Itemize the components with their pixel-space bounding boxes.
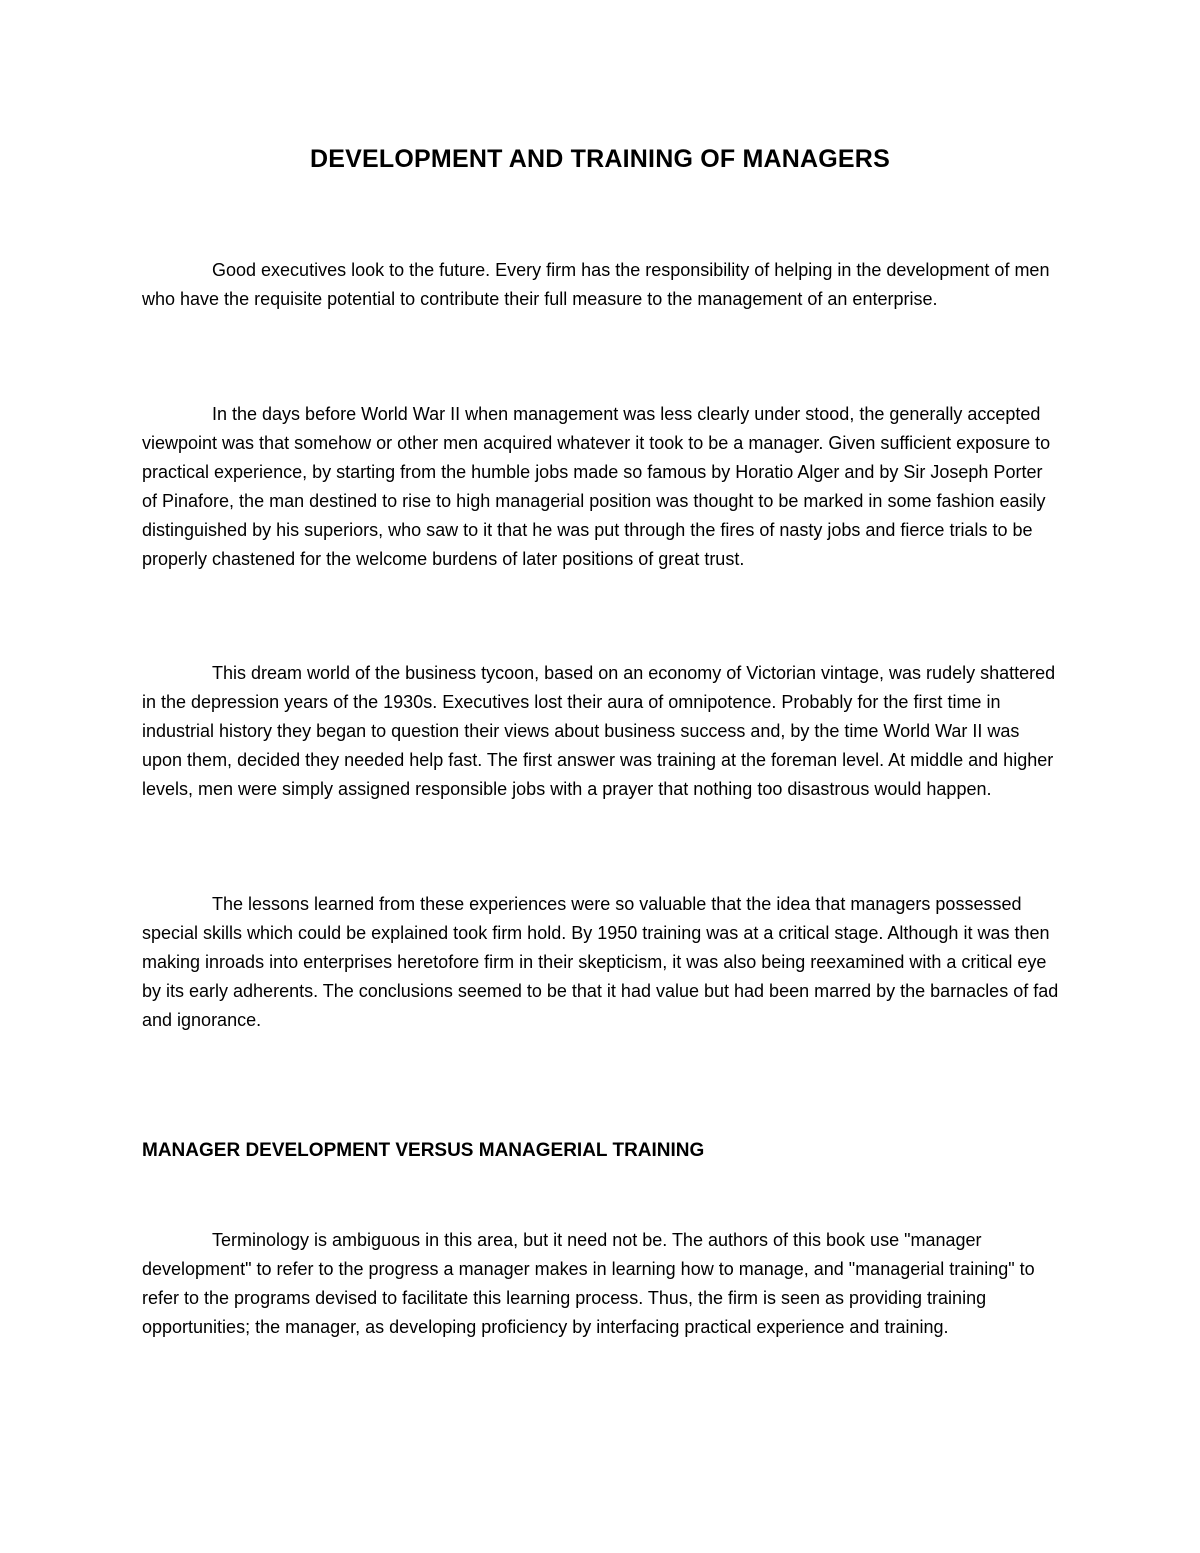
paragraph-before-world-war-ii: In the days before World War II when management was less clearly under stood, the generally accepted viewpoint was that somehow or other men acquired whatever it took to be a manager. Given sufficient exposure to practical experience, by starting from the humble jobs made so famous by Horatio Alger and by Sir Joseph Porter of Pinafore, the man destined to rise to high managerial position was thought to be marked in some fashion easily distinguished by his superiors, who saw to it that he was put through the fires of nasty jobs and fierce trials to be properly chastened for the welcome burdens of later positions of great trust. [142, 404, 1051, 569]
paragraph-future-executives: Good executives look to the future. Every firm has the responsibility of helping in the development of men who have the requisite potential to contribute their full measure to the management of an enterprise. [142, 260, 1050, 309]
document-title: DEVELOPMENT AND TRAINING OF MANAGERS [310, 145, 890, 173]
paragraph-business-tycoon: This dream world of the business tycoon, based on an economy of Victorian vintage, was rudely shattered in the depression years of the 1930s. Executives lost their aura of omnipotence. Probably for the first time in industrial history they began to question their views about business success and, by the time World War II was upon them, decided they needed help fast. The first answer was training at the foreman level. At middle and higher levels, men were simply assigned responsible jobs with a prayer that nothing too disastrous would happen. [142, 663, 1056, 799]
section-heading: MANAGER DEVELOPMENT VERSUS MANAGERIAL TRAINING [142, 1140, 705, 1161]
paragraph-lessons-learned: The lessons learned from these experiences were so valuable that the idea that managers possessed special skills which could be explained took firm hold. By 1950 training was at a critical stage. Although it was then making inroads into enterprises heretofore firm in their skepticism, it was also being reexamined with a critical eye by its early adherents. The conclusions seemed to be that it had value but had been marred by the barnacles of fad and ignorance. [142, 894, 1059, 1030]
paragraph-terminology: Terminology is ambiguous in this area, but it need not be. The authors of this book use "manager development" to refer to the progress a manager makes in learning how to manage, and "managerial training" to refer to the programs devised to facilitate this learning process. Thus, the firm is seen as providing training opportunities; the manager, as developing proficiency by interfacing practical experience and training. [142, 1230, 1035, 1337]
